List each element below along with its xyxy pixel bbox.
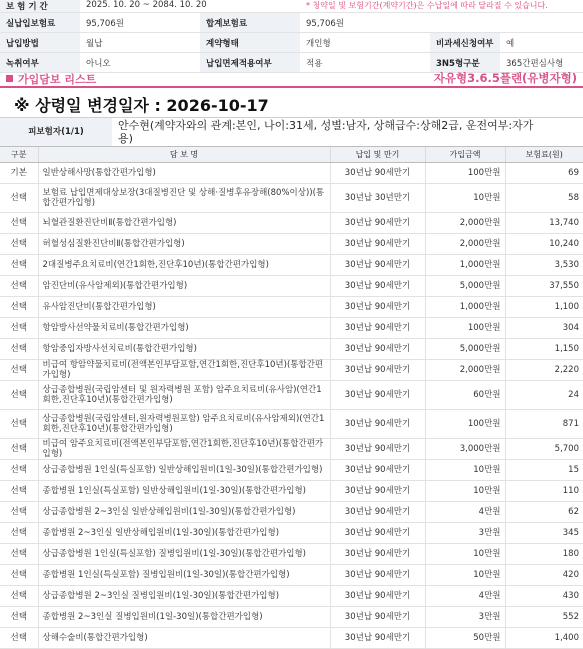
- period-note: * 청약일 및 보험기간(계약기간)은 수납일에 따라 달라질 수 있습니다.: [300, 0, 583, 13]
- row-amount-cell: 2,000만원: [425, 213, 505, 234]
- plan-name: 자유형3.6.5플랜(유병자형): [433, 71, 577, 85]
- row-type-cell: 선택: [0, 213, 38, 234]
- row-premium-cell: 3,530: [505, 255, 583, 276]
- row-period-cell: 30년납 90세만기: [330, 544, 425, 565]
- row-premium-cell: 5,700: [505, 439, 583, 460]
- row-type-cell: 선택: [0, 381, 38, 410]
- contract-type-value: 개인형: [300, 33, 430, 53]
- row-type-cell: 선택: [0, 607, 38, 628]
- row-period-cell: 30년납 90세만기: [330, 360, 425, 381]
- insured-label: 피보험자(1/1): [0, 118, 112, 146]
- total-premium-label: 합계보험료: [200, 13, 300, 33]
- row-amount-cell: 1,000만원: [425, 297, 505, 318]
- row-premium-cell: 552: [505, 607, 583, 628]
- row-coverage-name-cell: 종합병원 1인실(특실포함) 일반상해입원비(1일-30일)(통합간편가입형): [38, 481, 330, 502]
- row-coverage-name-cell: 항암중입자방사선치료비(통합간편가입형): [38, 339, 330, 360]
- row-type-cell: 선택: [0, 586, 38, 607]
- row-type-cell: 선택: [0, 360, 38, 381]
- row-amount-cell: 4만원: [425, 502, 505, 523]
- row-type-cell: 선택: [0, 184, 38, 213]
- row-premium-cell: 430: [505, 586, 583, 607]
- row-type-cell: 선택: [0, 297, 38, 318]
- table-header-row: [0, 147, 583, 163]
- table-row: [0, 381, 583, 410]
- period-label: 보 험 기 간: [0, 0, 80, 13]
- row-coverage-name-cell: 상해수술비(통합간편가입형): [38, 628, 330, 649]
- table-row: [0, 276, 583, 297]
- row-period-cell: 30년납 90세만기: [330, 213, 425, 234]
- row-coverage-name-cell: 뇌혈관질환진단비Ⅱ(통합간편가입형): [38, 213, 330, 234]
- row-premium-cell: 180: [505, 544, 583, 565]
- row-amount-cell: 5,000만원: [425, 276, 505, 297]
- row-type-cell: 선택: [0, 460, 38, 481]
- table-row: [0, 523, 583, 544]
- row-amount-cell: 10만원: [425, 481, 505, 502]
- row-coverage-name-cell: 2대질병주요치료비(연간1회한,진단후10년)(통합간편가입형): [38, 255, 330, 276]
- recording-value: 아니오: [80, 53, 200, 73]
- row-coverage-name-cell: 비급여 암주요치료비(전액본인부담포함,연간1회한,진단후10년)(통합간편가입형): [38, 439, 330, 460]
- total-premium-value: 95,706원: [300, 13, 583, 33]
- table-row: [0, 565, 583, 586]
- row-period-cell: 30년납 90세만기: [330, 318, 425, 339]
- col-header-period: 납입 및 만기: [330, 147, 425, 163]
- row-type-cell: 선택: [0, 410, 38, 439]
- row-type-cell: 선택: [0, 318, 38, 339]
- row-coverage-name-cell: 상급종합병원 1인실(특실포함) 질병입원비(1일-30일)(통합간편가입형): [38, 544, 330, 565]
- col-header-name: 담 보 명: [38, 147, 330, 163]
- row-premium-cell: 24: [505, 381, 583, 410]
- table-row: [0, 628, 583, 649]
- row-coverage-name-cell: 종합병원 2~3인실 일반상해입원비(1일-30일)(통합간편가입형): [38, 523, 330, 544]
- type-3n5-value: 365간편심사형: [500, 53, 583, 73]
- row-premium-cell: 62: [505, 502, 583, 523]
- row-period-cell: 30년납 90세만기: [330, 234, 425, 255]
- row-type-cell: 선택: [0, 234, 38, 255]
- row-coverage-name-cell: 항암방사선약물치료비(통합간편가입형): [38, 318, 330, 339]
- row-premium-cell: 304: [505, 318, 583, 339]
- row-amount-cell: 3만원: [425, 523, 505, 544]
- table-row: [0, 184, 583, 213]
- row-premium-cell: 1,400: [505, 628, 583, 649]
- row-amount-cell: 2,000만원: [425, 234, 505, 255]
- row-amount-cell: 60만원: [425, 381, 505, 410]
- recording-label: 녹취여부: [0, 53, 80, 73]
- row-coverage-name-cell: 종합병원 1인실(특실포함) 질병입원비(1일-30일)(통합간편가입형): [38, 565, 330, 586]
- coverage-section-header: [0, 70, 583, 88]
- bullet-square-icon: [6, 75, 13, 82]
- row-period-cell: 30년납 90세만기: [330, 586, 425, 607]
- row-amount-cell: 3만원: [425, 607, 505, 628]
- row-coverage-name-cell: 보험료 납입면제대상보장(3대질병진단 및 상해·질병후유장해(80%이상))(통합간편가입형): [38, 184, 330, 213]
- table-row: [0, 213, 583, 234]
- row-premium-cell: 2,220: [505, 360, 583, 381]
- col-header-premium: 보험료(원): [505, 147, 583, 163]
- waiver-label: 납입면제적용여부: [200, 53, 300, 73]
- insured-row: [0, 117, 583, 146]
- table-row: [0, 586, 583, 607]
- row-type-cell: 선택: [0, 439, 38, 460]
- row-period-cell: 30년납 90세만기: [330, 297, 425, 318]
- row-amount-cell: 100만원: [425, 163, 505, 184]
- contract-info-table: [0, 0, 583, 73]
- row-amount-cell: 1,000만원: [425, 255, 505, 276]
- row-coverage-name-cell: 허혈성심질환진단비Ⅱ(통합간편가입형): [38, 234, 330, 255]
- row-premium-cell: 420: [505, 565, 583, 586]
- row-period-cell: 30년납 90세만기: [330, 523, 425, 544]
- row-amount-cell: 10만원: [425, 544, 505, 565]
- table-row: [0, 339, 583, 360]
- tax-exempt-value: 예: [500, 33, 583, 53]
- row-period-cell: 30년납 90세만기: [330, 339, 425, 360]
- info-row-period: [0, 0, 583, 13]
- table-row: [0, 544, 583, 565]
- row-type-cell: 선택: [0, 502, 38, 523]
- row-premium-cell: 58: [505, 184, 583, 213]
- coverage-table: [0, 146, 583, 649]
- row-coverage-name-cell: 상급종합병원(국립암센터,원자력병원포함) 암주요치료비(유사암제외)(연간1회한,진단후10년)(통합간편가입형): [38, 410, 330, 439]
- row-type-cell: 선택: [0, 544, 38, 565]
- info-row-payment: [0, 33, 583, 53]
- insured-value: 안수현(계약자와의 관계:본인, 나이:31세, 성별:남자, 상해급수:상해2급, 운전여부:자가용): [118, 119, 534, 145]
- period-value: 2025. 10. 20 ~ 2084. 10. 20: [80, 0, 300, 13]
- row-premium-cell: 1,150: [505, 339, 583, 360]
- contract-type-label: 계약형태: [200, 33, 300, 53]
- row-type-cell: 선택: [0, 523, 38, 544]
- row-amount-cell: 4만원: [425, 586, 505, 607]
- age-change-date: ※ 상령일 변경일자 : 2026-10-17: [14, 96, 269, 115]
- info-row-premium: [0, 13, 583, 33]
- row-type-cell: 선택: [0, 276, 38, 297]
- row-coverage-name-cell: 일반상해사망(통합간편가입형): [38, 163, 330, 184]
- row-amount-cell: 10만원: [425, 565, 505, 586]
- row-amount-cell: 100만원: [425, 410, 505, 439]
- row-period-cell: 30년납 90세만기: [330, 439, 425, 460]
- actual-premium-value: 95,706원: [80, 13, 200, 33]
- row-premium-cell: 1,100: [505, 297, 583, 318]
- row-period-cell: 30년납 30년만기: [330, 184, 425, 213]
- row-period-cell: 30년납 90세만기: [330, 410, 425, 439]
- section-title: 가입담보 리스트: [18, 73, 97, 86]
- table-row: [0, 318, 583, 339]
- actual-premium-label: 실납입보험료: [0, 13, 80, 33]
- row-coverage-name-cell: 상급종합병원 1인실(특실포함) 일반상해입원비(1일-30일)(통합간편가입형): [38, 460, 330, 481]
- row-period-cell: 30년납 90세만기: [330, 381, 425, 410]
- table-row: [0, 163, 583, 184]
- row-amount-cell: 5,000만원: [425, 339, 505, 360]
- row-amount-cell: 100만원: [425, 318, 505, 339]
- table-row: [0, 460, 583, 481]
- row-type-cell: 기본: [0, 163, 38, 184]
- row-type-cell: 선택: [0, 628, 38, 649]
- row-period-cell: 30년납 90세만기: [330, 502, 425, 523]
- table-row: [0, 607, 583, 628]
- coverage-table-body: [0, 163, 583, 649]
- table-row: [0, 439, 583, 460]
- row-premium-cell: 10,240: [505, 234, 583, 255]
- row-amount-cell: 10만원: [425, 460, 505, 481]
- row-type-cell: 선택: [0, 481, 38, 502]
- table-row: [0, 255, 583, 276]
- row-period-cell: 30년납 90세만기: [330, 565, 425, 586]
- tax-exempt-label: 비과세신청여부: [430, 33, 500, 53]
- row-period-cell: 30년납 90세만기: [330, 163, 425, 184]
- type-3n5-label: 3N5형구분: [430, 53, 500, 73]
- row-amount-cell: 2,000만원: [425, 360, 505, 381]
- row-premium-cell: 37,550: [505, 276, 583, 297]
- table-row: [0, 481, 583, 502]
- row-type-cell: 선택: [0, 255, 38, 276]
- row-premium-cell: 345: [505, 523, 583, 544]
- row-period-cell: 30년납 90세만기: [330, 628, 425, 649]
- row-period-cell: 30년납 90세만기: [330, 607, 425, 628]
- row-coverage-name-cell: 암진단비(유사암제외)(통합간편가입형): [38, 276, 330, 297]
- row-coverage-name-cell: 유사암진단비(통합간편가입형): [38, 297, 330, 318]
- row-amount-cell: 50만원: [425, 628, 505, 649]
- row-period-cell: 30년납 90세만기: [330, 255, 425, 276]
- row-premium-cell: 13,740: [505, 213, 583, 234]
- row-period-cell: 30년납 90세만기: [330, 481, 425, 502]
- table-row: [0, 410, 583, 439]
- table-row: [0, 360, 583, 381]
- row-coverage-name-cell: 비급여 항암약물치료비(전액본인부담포함,연간1회한,진단후10년)(통합간편가입형): [38, 360, 330, 381]
- col-header-amount: 가입금액: [425, 147, 505, 163]
- row-coverage-name-cell: 상급종합병원 2~3인실 일반상해입원비(1일-30일)(통합간편가입형): [38, 502, 330, 523]
- row-premium-cell: 15: [505, 460, 583, 481]
- row-coverage-name-cell: 상급종합병원 2~3인실 질병입원비(1일-30일)(통합간편가입형): [38, 586, 330, 607]
- row-period-cell: 30년납 90세만기: [330, 276, 425, 297]
- row-premium-cell: 69: [505, 163, 583, 184]
- row-coverage-name-cell: 상급종합병원(국립암센터 및 원자력병원 포함) 암주요치료비(유사암)(연간1회한,진단후10년)(통합간편가입형): [38, 381, 330, 410]
- table-row: [0, 234, 583, 255]
- payment-method-value: 월납: [80, 33, 200, 53]
- waiver-value: 적용: [300, 53, 430, 73]
- row-coverage-name-cell: 종합병원 2~3인실 질병입원비(1일-30일)(통합간편가입형): [38, 607, 330, 628]
- row-amount-cell: 3,000만원: [425, 439, 505, 460]
- payment-method-label: 납입방법: [0, 33, 80, 53]
- row-amount-cell: 10만원: [425, 184, 505, 213]
- table-row: [0, 297, 583, 318]
- row-type-cell: 선택: [0, 339, 38, 360]
- row-premium-cell: 110: [505, 481, 583, 502]
- col-header-type: 구분: [0, 147, 38, 163]
- row-type-cell: 선택: [0, 565, 38, 586]
- row-period-cell: 30년납 90세만기: [330, 460, 425, 481]
- row-premium-cell: 871: [505, 410, 583, 439]
- table-row: [0, 502, 583, 523]
